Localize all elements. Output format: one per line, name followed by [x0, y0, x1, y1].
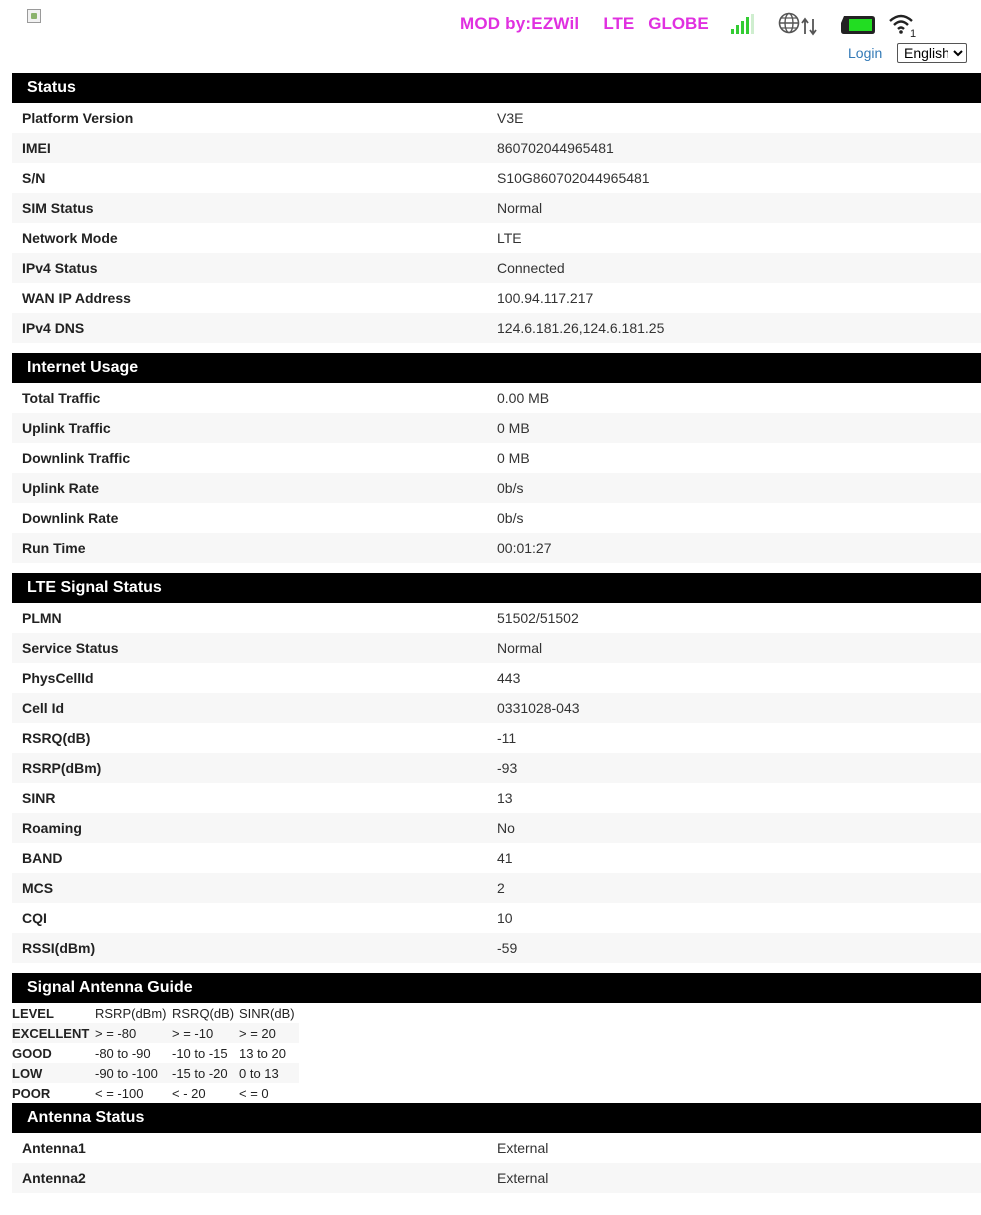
table-row — [12, 313, 981, 343]
row-value: -93 — [497, 760, 518, 776]
table-row — [12, 753, 981, 783]
row-label: IPv4 DNS — [22, 320, 85, 336]
table-row — [12, 903, 981, 933]
row-value: No — [497, 820, 515, 836]
guide-row-good — [12, 1043, 299, 1063]
row-value: External — [497, 1170, 549, 1186]
table-row — [12, 873, 981, 903]
row-value: 0331028-043 — [497, 700, 580, 716]
row-value: 0 MB — [497, 450, 530, 466]
row-label: SIM Status — [22, 200, 94, 216]
carrier-name: GLOBE — [648, 14, 709, 33]
wifi-icon — [888, 12, 918, 36]
row-value: 0 MB — [497, 420, 530, 436]
guide-section-header: Signal Antenna Guide — [12, 973, 981, 1003]
row-label: Cell Id — [22, 700, 65, 716]
table-row — [12, 843, 981, 873]
row-label: SINR — [22, 790, 56, 806]
table-row — [12, 413, 981, 443]
login-link[interactable]: Login — [848, 45, 883, 61]
guide-row-poor — [12, 1083, 299, 1103]
status-section-header: Status — [12, 73, 981, 103]
row-value: 13 — [497, 790, 513, 806]
row-label: BAND — [22, 850, 63, 866]
broken-image-icon — [27, 9, 41, 23]
row-label: PLMN — [22, 610, 62, 626]
guide-sinr: 13 to 20 — [239, 1045, 286, 1061]
signal-strength-icon — [731, 14, 754, 34]
row-label: RSRQ(dB) — [22, 730, 91, 746]
row-value: -11 — [497, 730, 517, 746]
row-label: Total Traffic — [22, 390, 101, 406]
antenna-section-header: Antenna Status — [12, 1103, 981, 1133]
table-row — [12, 933, 981, 963]
row-label: S/N — [22, 170, 46, 186]
guide-rsrq: < - 20 — [172, 1085, 206, 1101]
table-row — [12, 223, 981, 253]
row-label: MCS — [22, 880, 54, 896]
guide-sinr: 0 to 13 — [239, 1063, 299, 1083]
usage-section-header: Internet Usage — [12, 353, 981, 383]
row-label: RSSI(dBm) — [22, 940, 96, 956]
row-value: 10 — [497, 910, 513, 926]
row-value: S10G860702044965481 — [497, 170, 650, 186]
row-value: 2 — [497, 880, 505, 896]
guide-rsrq: -10 to -15 — [172, 1045, 228, 1061]
row-value: Normal — [497, 640, 543, 656]
table-row — [12, 533, 981, 563]
table-row — [12, 193, 981, 223]
row-label: Antenna2 — [22, 1170, 86, 1186]
row-value: 41 — [497, 850, 513, 866]
status-bar — [460, 10, 918, 38]
row-label: Service Status — [22, 640, 119, 656]
guide-level: EXCELLENT — [12, 1023, 95, 1043]
guide-sinr: < = 0 — [239, 1085, 269, 1101]
antenna-table — [12, 1133, 981, 1193]
usage-table — [12, 383, 981, 563]
row-label: IPv4 Status — [22, 260, 98, 276]
row-label: Uplink Traffic — [22, 420, 111, 436]
guide-level: GOOD — [12, 1045, 52, 1061]
table-row — [12, 603, 981, 633]
table-row — [12, 133, 981, 163]
table-row — [12, 443, 981, 473]
row-label: PhysCellId — [22, 670, 94, 686]
table-row — [12, 783, 981, 813]
table-row — [12, 163, 981, 193]
mod-credit: MOD by:EZWil — [460, 14, 580, 33]
network-type: LTE — [603, 14, 635, 33]
table-row — [12, 1163, 981, 1193]
row-value: External — [497, 1140, 549, 1156]
guide-col-sinr: SINR(dB) — [239, 1005, 295, 1021]
row-label: Downlink Traffic — [22, 450, 131, 466]
row-value: 443 — [497, 670, 521, 686]
wifi-client-count: 1 — [909, 28, 916, 38]
table-row — [12, 383, 981, 413]
table-row — [12, 723, 981, 753]
row-value: 51502/51502 — [497, 610, 579, 626]
guide-col-rsrp: RSRP(dBm) — [95, 1005, 167, 1021]
table-row — [12, 633, 981, 663]
row-label: WAN IP Address — [22, 290, 131, 306]
row-label: Run Time — [22, 540, 86, 556]
table-row — [12, 503, 981, 533]
guide-rsrp: -90 to -100 — [95, 1063, 172, 1083]
table-row — [12, 103, 981, 133]
guide-rsrp: < = -100 — [95, 1085, 144, 1101]
guide-sinr: > = 20 — [239, 1023, 299, 1043]
guide-level: POOR — [12, 1085, 51, 1101]
guide-col-level: LEVEL — [12, 1005, 54, 1021]
row-label: Roaming — [22, 820, 82, 836]
row-label: Uplink Rate — [22, 480, 100, 496]
row-value: Normal — [497, 200, 543, 216]
row-label: Platform Version — [22, 110, 134, 126]
row-value: Connected — [497, 260, 565, 276]
guide-rsrp: > = -80 — [95, 1023, 172, 1043]
table-row — [12, 813, 981, 843]
guide-rsrq: -15 to -20 — [172, 1063, 239, 1083]
row-value: 0b/s — [497, 480, 524, 496]
status-table — [12, 103, 981, 343]
globe-data-icon — [778, 12, 820, 36]
row-label: Downlink Rate — [22, 510, 119, 526]
row-value: 860702044965481 — [497, 140, 614, 156]
guide-rsrq: > = -10 — [172, 1023, 239, 1043]
battery-icon — [840, 14, 876, 34]
row-label: IMEI — [22, 140, 51, 156]
lte-table — [12, 603, 981, 963]
guide-level: LOW — [12, 1063, 95, 1083]
table-row — [12, 693, 981, 723]
row-value: -59 — [497, 940, 518, 956]
row-label: Network Mode — [22, 230, 118, 246]
row-value: 0b/s — [497, 510, 524, 526]
row-value: 0.00 MB — [497, 390, 550, 406]
table-row — [12, 663, 981, 693]
row-label: RSRP(dBm) — [22, 760, 102, 776]
guide-row-excellent — [12, 1023, 299, 1043]
row-label: Antenna1 — [22, 1140, 86, 1156]
language-select[interactable] — [897, 43, 967, 63]
row-value: LTE — [497, 230, 522, 246]
table-row — [12, 1133, 981, 1163]
row-value: V3E — [497, 110, 524, 126]
guide-header-row — [12, 1003, 299, 1023]
signal-guide-table — [12, 1003, 299, 1103]
table-row — [12, 473, 981, 503]
table-row — [12, 283, 981, 313]
row-label: CQI — [22, 910, 47, 926]
lte-section-header: LTE Signal Status — [12, 573, 981, 603]
table-row — [12, 253, 981, 283]
row-value: 124.6.181.26,124.6.181.25 — [497, 320, 665, 336]
row-value: 00:01:27 — [497, 540, 552, 556]
guide-col-rsrq: RSRQ(dB) — [172, 1005, 235, 1021]
guide-row-low — [12, 1063, 299, 1083]
guide-rsrp: -80 to -90 — [95, 1045, 151, 1061]
row-value: 100.94.117.217 — [497, 290, 594, 306]
